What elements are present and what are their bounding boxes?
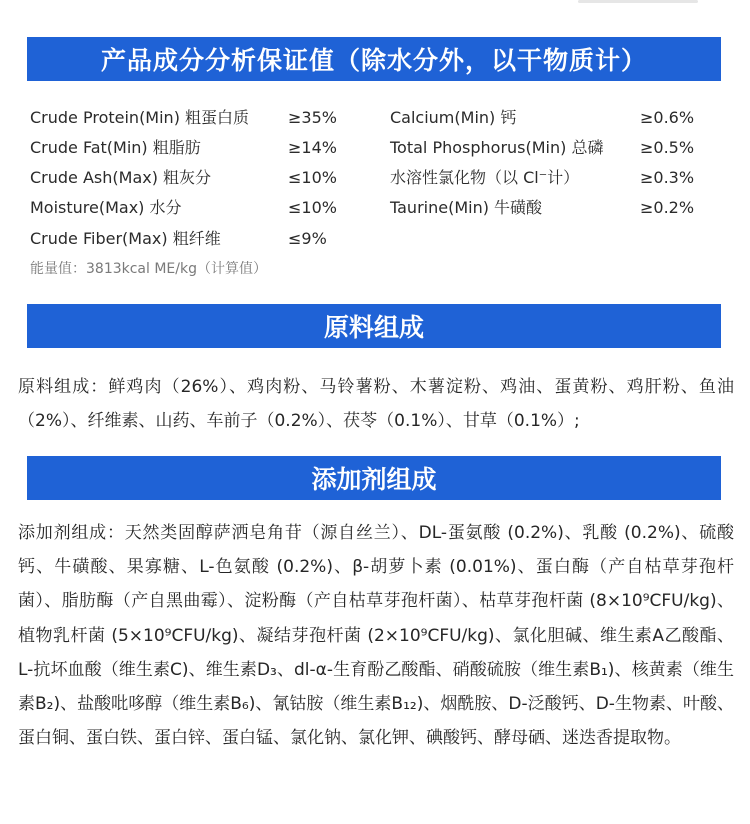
ingredients-banner — [27, 304, 721, 348]
analysis-value: ≥0.3% — [640, 168, 695, 187]
additives-text: 添加剂组成：天然类固醇萨洒皂角苷（源自丝兰）、DL-蛋氨酸 (0.2%)、乳酸 (0.2%)、硫酸钙、牛磺酸、果寡糖、L-色氨酸 (0.2%)、β-胡萝卜素 (0.01%)、蛋白酶（产自枯草芽孢杆菌）、脂肪酶（产自黑曲霉）、淀粉酶（产自枯草芽孢杆菌）、枯草芽孢杆菌 (8×10⁹CFU/kg)、植物乳杆菌 (5×10⁹CFU/kg)、凝结芽孢杆菌 (2×10⁹CFU/kg)、氯化胆碱、维生素A乙酸酯、L-抗坏血酸（维生素C)、维生素D₃、dl-α-生育酚乙酸酯、硝酸硫胺（维生素B₁)、核黄素（维生素B₂)、盐酸吡哆醇（维生素B₆)、氰钴胺（维生素B₁₂)、烟酰胺、D-泛酸钙、D-生物素、叶酸、蛋白铜、蛋白铁、蛋白锌、蛋白锰、氯化钠、氯化钾、碘酸钙、酵母硒、迷迭香提取物。 — [18, 523, 734, 749]
analysis-value: ≥35% — [288, 108, 337, 127]
analysis-label: Taurine(Min) 牛磺酸 — [390, 198, 543, 217]
analysis-banner — [27, 37, 721, 81]
ingredients-title: 原料组成 — [323, 313, 424, 342]
analysis-value: ≥14% — [288, 138, 337, 157]
analysis-value: ≤10% — [288, 168, 337, 187]
analysis-title: 产品成分分析保证值（除水分外，以干物质计） — [100, 46, 647, 75]
analysis-label: 水溶性氯化物（以 Cl⁻计） — [390, 168, 580, 187]
analysis-label: Moisture(Max) 水分 — [30, 198, 182, 217]
analysis-value: ≥0.2% — [640, 198, 695, 217]
analysis-value: ≥0.5% — [640, 138, 695, 157]
ingredients-text: 原料组成：鲜鸡肉（26%）、鸡肉粉、马铃薯粉、木薯淀粉、鸡油、蛋黄粉、鸡肝粉、鱼油（2%）、纤维素、山药、车前子（0.2%）、茯苓（0.1%）、甘草（0.1%）; — [18, 377, 734, 431]
analysis-label: Crude Fat(Min) 粗脂肪 — [30, 138, 201, 157]
top-divider — [578, 0, 698, 3]
additives-banner — [27, 456, 721, 500]
energy-value: 能量值：3813kcal ME/kg（计算值） — [30, 261, 267, 277]
analysis-value: ≤9% — [288, 229, 327, 248]
analysis-label: Crude Protein(Min) 粗蛋白质 — [30, 108, 250, 127]
analysis-label: Calcium(Min) 钙 — [390, 108, 517, 127]
analysis-label: Crude Fiber(Max) 粗纤维 — [30, 229, 221, 248]
analysis-value: ≤10% — [288, 198, 337, 217]
analysis-label: Total Phosphorus(Min) 总磷 — [390, 138, 604, 157]
analysis-value: ≥0.6% — [640, 108, 695, 127]
analysis-label: Crude Ash(Max) 粗灰分 — [30, 168, 212, 187]
additives-title: 添加剂组成 — [311, 465, 437, 494]
